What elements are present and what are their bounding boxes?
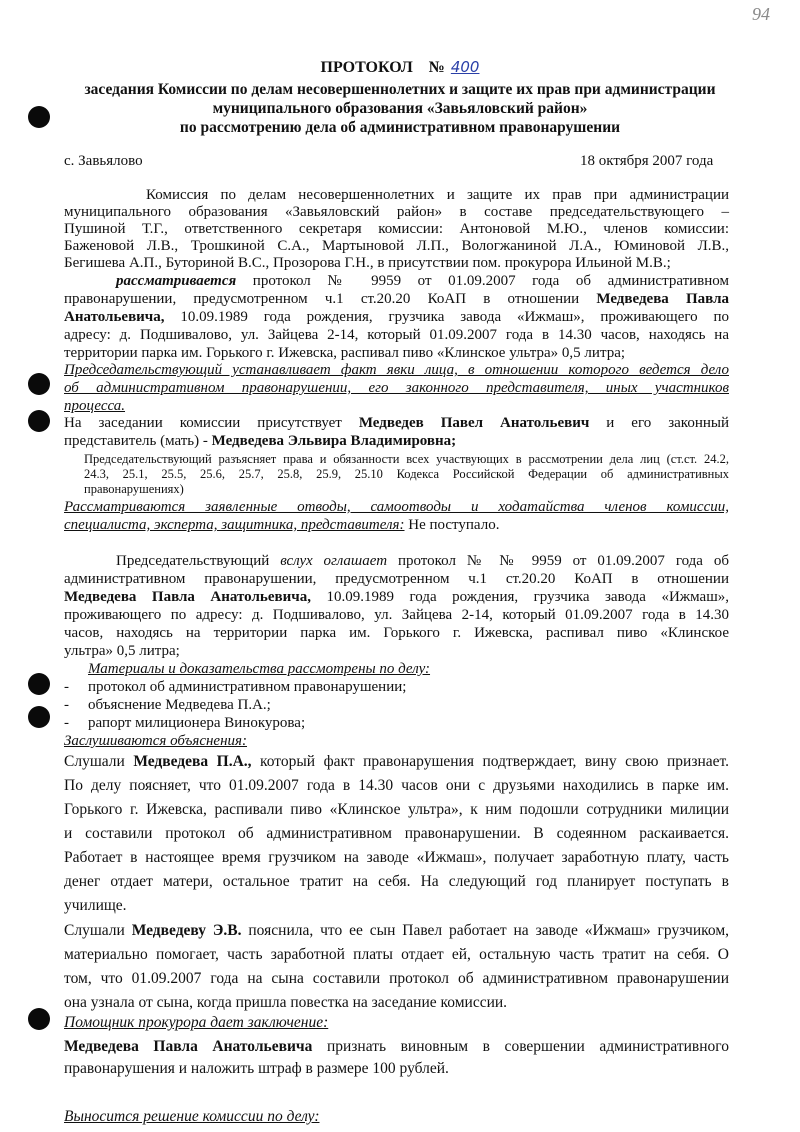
text-line: ультра» 0,5 литра; (64, 643, 180, 659)
text-line: адресу: д. Подшивалово, ул. Зайцева 2-14, который 01.09.2007 года в 14.30 часов, находясь на (64, 327, 729, 343)
place: с. Завьялово (64, 153, 143, 169)
text-line: Комиссия по делам несовершеннолетних и защите их прав при администрации (146, 187, 729, 203)
list-item: - (64, 679, 69, 695)
text-line: она узнала от сына, когда пришла повестка на заседание комиссии. (64, 994, 508, 1011)
text-line: Анатольевича, 10.09.1989 года рождения, грузчика завода «Ижмаш», проживающего по (64, 309, 729, 325)
punch-hole (28, 373, 50, 395)
text-line: училище. (64, 897, 127, 914)
text-line: том, что 01.09.2007 года на сына составили протокол об административном правонарушении (64, 970, 729, 987)
subtitle-line: по рассмотрению дела об административном правонарушении (179, 119, 621, 136)
text-line: об административном правонарушении, его законного представителя, иных участников (64, 380, 729, 396)
text-line: специалиста, эксперта, защитника, представителя: Не поступало. (64, 517, 500, 533)
explanations-heading: Заслушиваются объяснения: (64, 733, 248, 749)
text-line: Медведева Павла Анатольевича признать виновным в совершении административного (64, 1038, 729, 1055)
text-line: Баженовой Л.В., Трошкиной С.А., Мартыновой Л.П., Вологжаниной Л.А., Юминовой Л.В., (64, 238, 729, 254)
punch-hole (28, 673, 50, 695)
text-line: правонарушениях) (84, 482, 184, 496)
text-line: Пушиной Т.Г., ответственного секретаря комиссии: Антоновой М.Ю., членов комиссии: (64, 221, 729, 237)
materials-heading: Материалы и доказательства рассмотрены по делу: (88, 661, 431, 677)
list-item: - (64, 715, 69, 731)
decision-heading: Выносится решение комиссии по делу: (64, 1108, 320, 1125)
text-line: 24.3, 25.1, 25.5, 25.6, 25.7, 25.8, 25.9, 25.10 Кодекса Российской Федерации об административных (84, 467, 729, 481)
text-line: Горького г. Ижевска, распивали пиво «Клинское ультра», к ним подошли сотрудники милиции (64, 801, 729, 818)
prosecutor-heading: Помощник прокурора дает заключение: (64, 1014, 329, 1031)
text-line: административном правонарушении, предусмотренном ч.1 ст.20.20 КоАП в отношении (64, 571, 729, 587)
text-line: Председательствующий разъясняет права и обязанности всех участвующих в рассмотрении дела лиц (ст.ст. 24.2, (84, 452, 729, 466)
text-line: муниципального образования «Завьяловский район» в составе председательствующего – (64, 204, 729, 220)
handwritten-protocol-number: 400 (450, 58, 480, 76)
text-line: По делу поясняет, что 01.09.2007 года в 14.30 часов они с друзьями находились в парке им. (64, 777, 729, 794)
text-line: Председательствующий вслух оглашает протокол № № 9959 от 01.09.2007 года об (116, 553, 730, 569)
text-line: правонарушении, предусмотренном ч.1 ст.20.20 КоАП в отношении Медведева Павла (64, 291, 729, 307)
punch-hole (28, 706, 50, 728)
date: 18 октября 2007 года (580, 153, 714, 169)
text-line: Рассматриваются заявленные отводы, самоотводы и ходатайства членов комиссии, (64, 499, 729, 515)
text-line: Слушали Медведева П.А., который факт правонарушения подтверждает, вину свою признает. (64, 753, 729, 770)
punch-hole (28, 410, 50, 432)
text-line: денег отдает матери, остальное тратит на себя. На следующий год планирует поступать в (64, 873, 729, 890)
list-item: протокол об административном правонарушении; (88, 679, 407, 695)
text-line: Работает в настоящее время грузчиком на заводе «Ижмаш», получает заработную плату, часть (64, 849, 729, 866)
text-line: и составили протокол об административном правонарушении. В содеянном раскаивается. (64, 825, 729, 842)
list-item: рапорт милиционера Винокурова; (88, 715, 306, 731)
text-line: рассматривается протокол № 9959 от 01.09.2007 года об административном (116, 273, 729, 289)
text-line: представитель (мать) - Медведева Эльвира Владимировна; (64, 433, 457, 449)
text-line: территории парка им. Горького г. Ижевска, распивал пиво «Клинское ультра» 0,5 литра; (64, 345, 626, 361)
text-line: Председательствующий устанавливает факт явки лица, в отношении которого ведется дело (64, 362, 729, 378)
text-line: Слушали Медведеву Э.В. пояснила, что ее сын Павел работает на заводе «Ижмаш» грузчиком, (64, 922, 729, 939)
punch-hole (28, 1008, 50, 1030)
text-line: материально помогает, часть заработной платы отдает ей, остальную часть тратит на себя. О (64, 946, 729, 963)
punch-hole (28, 106, 50, 128)
subtitle-line: заседания Комиссии по делам несовершеннолетних и защите их прав при администрации (84, 81, 716, 98)
text-line: Бегишева А.П., Буториной В.С., Прозорова Г.Н., в присутствии пом. прокурора Ильиной М.В.; (64, 255, 671, 271)
list-item: - (64, 697, 69, 713)
protocol-title: ПРОТОКОЛ № 400 (320, 58, 480, 76)
handwritten-page-number: 94 (752, 4, 770, 24)
text-line: процесса. (64, 398, 126, 414)
text-line: На заседании комиссии присутствует Медведев Павел Анатольевич и его законный (64, 415, 729, 431)
list-item: объяснение Медведева П.А.; (88, 697, 271, 713)
text-line: часов, находясь на территории парка им. Горького г. Ижевска, распивал пиво «Клинское (64, 625, 729, 641)
text-line: правонарушения и наложить штраф в размере 100 рублей. (64, 1060, 449, 1077)
subtitle-line: муниципального образования «Завьяловский район» (212, 100, 588, 117)
text-line: проживающего по адресу: д. Подшивалово, ул. Зайцева 2-14, который 01.09.2007 года в 14.30 (64, 607, 729, 623)
text-line: Медведева Павла Анатольевича, 10.09.1989 года рождения, грузчика завода «Ижмаш», (64, 589, 729, 605)
